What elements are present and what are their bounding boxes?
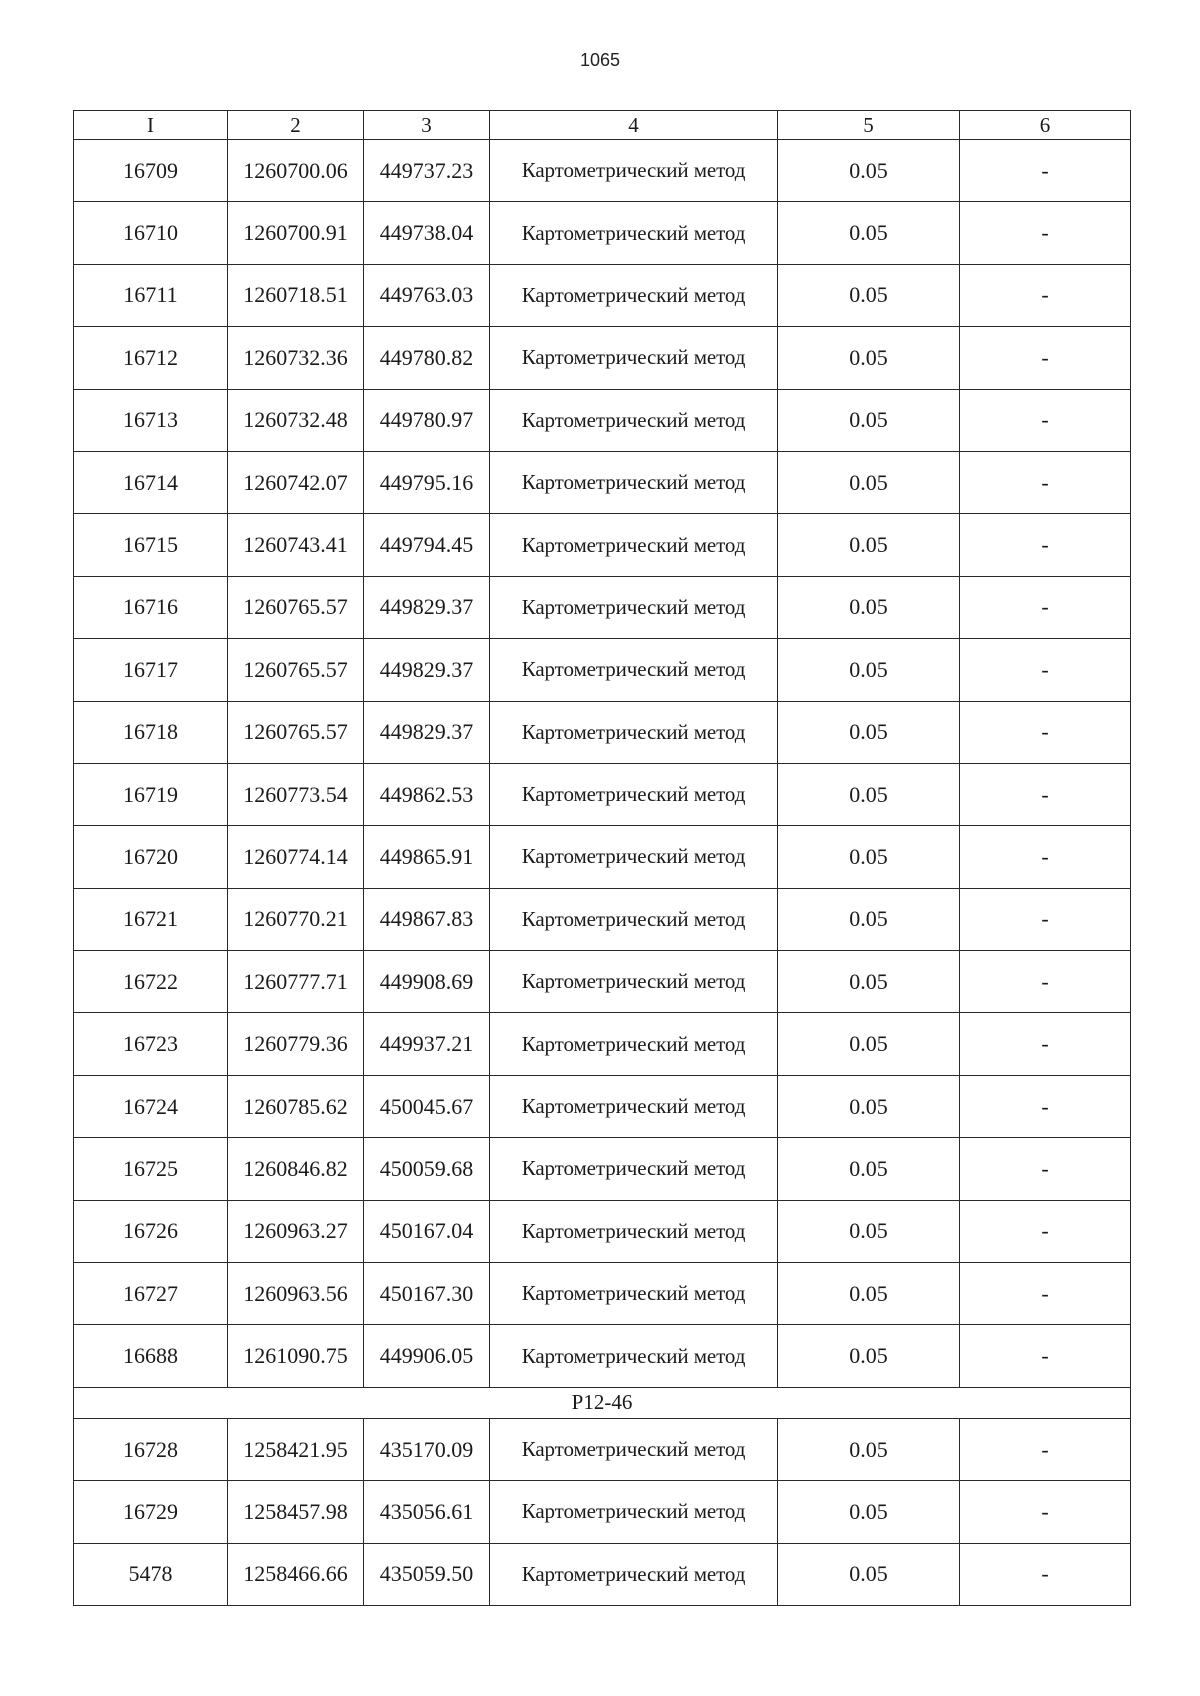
cell-accuracy: 0.05 [778,451,960,513]
table-row [74,763,1131,825]
table-row [74,264,1131,326]
coordinates-table [73,110,1131,1606]
cell-method: Картометрический метод [490,888,778,950]
cell-accuracy: 0.05 [778,202,960,264]
cell-accuracy: 0.05 [778,327,960,389]
cell-x-coordinate: 1260963.56 [228,1263,364,1325]
cell-point-id: 16716 [74,576,228,638]
cell-x-coordinate: 1260718.51 [228,264,364,326]
table-row [74,327,1131,389]
cell-note: - [960,701,1131,763]
cell-note: - [960,1263,1131,1325]
cell-accuracy: 0.05 [778,639,960,701]
cell-note: - [960,639,1131,701]
cell-accuracy: 0.05 [778,951,960,1013]
cell-x-coordinate: 1260742.07 [228,451,364,513]
cell-point-id: 16724 [74,1075,228,1137]
cell-method: Картометрический метод [490,951,778,1013]
cell-y-coordinate: 435170.09 [364,1418,490,1480]
page-number: 1065 [579,50,621,70]
cell-point-id: 16717 [74,639,228,701]
cell-y-coordinate: 435056.61 [364,1481,490,1543]
cell-y-coordinate: 450045.67 [364,1075,490,1137]
cell-note: - [960,1481,1131,1543]
cell-note: - [960,888,1131,950]
cell-note: - [960,264,1131,326]
cell-point-id: 16714 [74,451,228,513]
cell-note: - [960,1543,1131,1605]
cell-method: Картометрический метод [490,1481,778,1543]
column-header-6: 6 [960,111,1131,140]
cell-accuracy: 0.05 [778,514,960,576]
table-header [74,111,1131,140]
cell-point-id: 16727 [74,1263,228,1325]
cell-point-id: 16725 [74,1138,228,1200]
cell-x-coordinate: 1260765.57 [228,701,364,763]
cell-y-coordinate: 449763.03 [364,264,490,326]
table-row [74,1075,1131,1137]
cell-x-coordinate: 1260770.21 [228,888,364,950]
cell-x-coordinate: 1260765.57 [228,576,364,638]
cell-note: - [960,1325,1131,1387]
cell-point-id: 16728 [74,1418,228,1480]
table-row [74,202,1131,264]
cell-point-id: 5478 [74,1543,228,1605]
cell-y-coordinate: 449795.16 [364,451,490,513]
cell-note: - [960,826,1131,888]
header-row [74,111,1131,140]
cell-point-id: 16720 [74,826,228,888]
cell-y-coordinate: 449906.05 [364,1325,490,1387]
cell-y-coordinate: 450167.04 [364,1200,490,1262]
table-row [74,951,1131,1013]
table-row [74,826,1131,888]
table-row [74,1325,1131,1387]
cell-method: Картометрический метод [490,1013,778,1075]
cell-accuracy: 0.05 [778,1325,960,1387]
cell-method: Картометрический метод [490,826,778,888]
cell-x-coordinate: 1260777.71 [228,951,364,1013]
cell-note: - [960,140,1131,202]
cell-y-coordinate: 449865.91 [364,826,490,888]
cell-accuracy: 0.05 [778,1200,960,1262]
cell-accuracy: 0.05 [778,576,960,638]
cell-accuracy: 0.05 [778,1075,960,1137]
column-header-4: 4 [490,111,778,140]
cell-x-coordinate: 1260700.06 [228,140,364,202]
table-row [74,639,1131,701]
cell-point-id: 16726 [74,1200,228,1262]
cell-x-coordinate: 1260700.91 [228,202,364,264]
cell-note: - [960,951,1131,1013]
cell-accuracy: 0.05 [778,389,960,451]
table-row [74,576,1131,638]
cell-note: - [960,451,1131,513]
cell-accuracy: 0.05 [778,763,960,825]
cell-x-coordinate: 1260743.41 [228,514,364,576]
cell-y-coordinate: 449829.37 [364,701,490,763]
table-row [74,451,1131,513]
cell-x-coordinate: 1258466.66 [228,1543,364,1605]
cell-note: - [960,1075,1131,1137]
cell-point-id: 16688 [74,1325,228,1387]
cell-y-coordinate: 449862.53 [364,763,490,825]
cell-note: - [960,327,1131,389]
table-row [74,701,1131,763]
table-row [74,1013,1131,1075]
column-header-3: 3 [364,111,490,140]
cell-method: Картометрический метод [490,1325,778,1387]
table-row [74,514,1131,576]
cell-method: Картометрический метод [490,701,778,763]
cell-accuracy: 0.05 [778,701,960,763]
table-row [74,1481,1131,1543]
cell-y-coordinate: 449937.21 [364,1013,490,1075]
table-row [74,1138,1131,1200]
cell-x-coordinate: 1260732.36 [228,327,364,389]
cell-accuracy: 0.05 [778,264,960,326]
cell-method: Картометрический метод [490,1418,778,1480]
cell-y-coordinate: 449794.45 [364,514,490,576]
cell-y-coordinate: 449737.23 [364,140,490,202]
cell-x-coordinate: 1260785.62 [228,1075,364,1137]
cell-x-coordinate: 1258421.95 [228,1418,364,1480]
cell-y-coordinate: 449829.37 [364,576,490,638]
table-row [74,1543,1131,1605]
cell-method: Картометрический метод [490,202,778,264]
cell-method: Картометрический метод [490,451,778,513]
cell-point-id: 16713 [74,389,228,451]
cell-method: Картометрический метод [490,763,778,825]
cell-method: Картометрический метод [490,514,778,576]
cell-accuracy: 0.05 [778,1138,960,1200]
table-row [74,389,1131,451]
cell-method: Картометрический метод [490,327,778,389]
cell-point-id: 16709 [74,140,228,202]
cell-x-coordinate: 1260773.54 [228,763,364,825]
cell-accuracy: 0.05 [778,140,960,202]
cell-x-coordinate: 1260765.57 [228,639,364,701]
cell-method: Картометрический метод [490,140,778,202]
cell-method: Картометрический метод [490,1200,778,1262]
table-row [74,140,1131,202]
cell-accuracy: 0.05 [778,826,960,888]
cell-point-id: 16721 [74,888,228,950]
cell-point-id: 16711 [74,264,228,326]
cell-point-id: 16722 [74,951,228,1013]
section-row [74,1387,1131,1418]
cell-note: - [960,389,1131,451]
cell-note: - [960,1418,1131,1480]
cell-method: Картометрический метод [490,1263,778,1325]
cell-method: Картометрический метод [490,1138,778,1200]
cell-note: - [960,763,1131,825]
cell-point-id: 16710 [74,202,228,264]
table-row [74,888,1131,950]
cell-x-coordinate: 1260779.36 [228,1013,364,1075]
cell-accuracy: 0.05 [778,1481,960,1543]
table-row [74,1263,1131,1325]
cell-note: - [960,514,1131,576]
section-label: Р12-46 [74,1387,1131,1418]
cell-x-coordinate: 1258457.98 [228,1481,364,1543]
cell-y-coordinate: 450059.68 [364,1138,490,1200]
table-row [74,1418,1131,1480]
cell-method: Картометрический метод [490,389,778,451]
cell-accuracy: 0.05 [778,888,960,950]
cell-y-coordinate: 449780.97 [364,389,490,451]
cell-accuracy: 0.05 [778,1263,960,1325]
cell-method: Картометрический метод [490,1075,778,1137]
cell-y-coordinate: 449780.82 [364,327,490,389]
cell-note: - [960,1138,1131,1200]
cell-x-coordinate: 1261090.75 [228,1325,364,1387]
cell-note: - [960,1200,1131,1262]
column-header-1: I [74,111,228,140]
cell-method: Картометрический метод [490,639,778,701]
cell-y-coordinate: 450167.30 [364,1263,490,1325]
cell-x-coordinate: 1260774.14 [228,826,364,888]
cell-y-coordinate: 435059.50 [364,1543,490,1605]
cell-note: - [960,202,1131,264]
cell-y-coordinate: 449908.69 [364,951,490,1013]
cell-y-coordinate: 449738.04 [364,202,490,264]
table-row [74,1200,1131,1262]
cell-note: - [960,1013,1131,1075]
cell-y-coordinate: 449829.37 [364,639,490,701]
table-body [74,140,1131,1606]
cell-method: Картометрический метод [490,264,778,326]
cell-point-id: 16712 [74,327,228,389]
cell-accuracy: 0.05 [778,1543,960,1605]
cell-point-id: 16729 [74,1481,228,1543]
cell-x-coordinate: 1260846.82 [228,1138,364,1200]
cell-point-id: 16723 [74,1013,228,1075]
cell-x-coordinate: 1260963.27 [228,1200,364,1262]
cell-point-id: 16718 [74,701,228,763]
cell-accuracy: 0.05 [778,1418,960,1480]
cell-note: - [960,576,1131,638]
column-header-5: 5 [778,111,960,140]
cell-x-coordinate: 1260732.48 [228,389,364,451]
cell-point-id: 16719 [74,763,228,825]
cell-point-id: 16715 [74,514,228,576]
cell-method: Картометрический метод [490,1543,778,1605]
cell-method: Картометрический метод [490,576,778,638]
column-header-2: 2 [228,111,364,140]
cell-y-coordinate: 449867.83 [364,888,490,950]
cell-accuracy: 0.05 [778,1013,960,1075]
